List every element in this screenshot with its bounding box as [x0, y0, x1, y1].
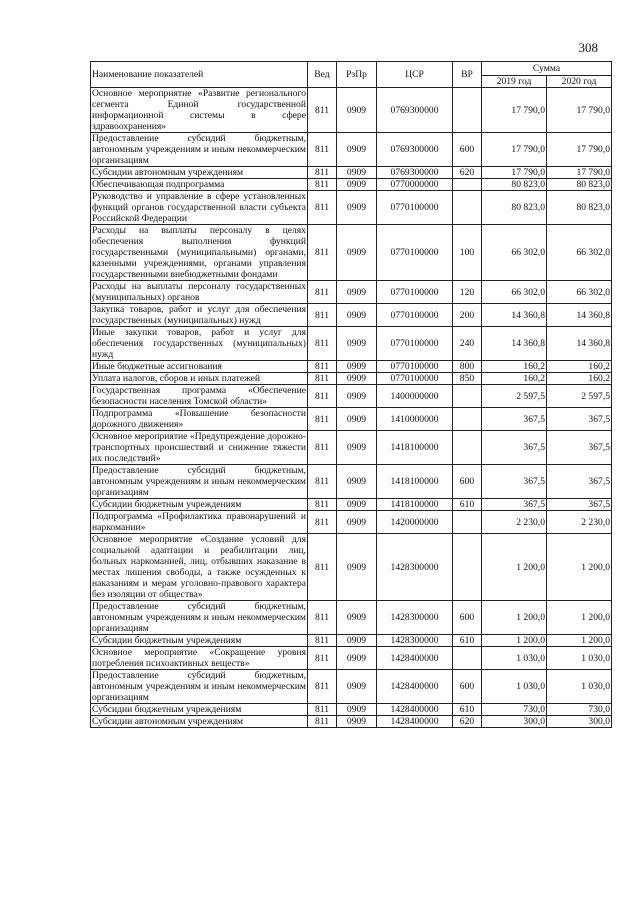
row-sum-2019: 367,5 [482, 408, 547, 431]
row-ved: 811 [308, 281, 337, 304]
row-ved: 811 [308, 373, 337, 385]
table-row [91, 465, 612, 499]
row-rzpr: 0909 [337, 385, 377, 408]
table-row [91, 281, 612, 304]
row-csr: 1428400000 [377, 647, 453, 670]
row-rzpr: 0909 [337, 534, 377, 601]
row-csr: 1428300000 [377, 534, 453, 601]
row-csr: 1428400000 [377, 704, 453, 716]
row-name: Субсидии автономным учреждениям [91, 716, 308, 728]
row-sum-2020: 2 230,0 [547, 511, 612, 534]
table-row [91, 431, 612, 465]
row-sum-2019: 66 302,0 [482, 281, 547, 304]
row-rzpr: 0909 [337, 133, 377, 167]
row-vr [453, 385, 482, 408]
row-name: Предоставление субсидий бюджетным, автономным учреждениям и иным некоммерческим организациям [92, 465, 306, 498]
row-name: Обеспечивающая подпрограмма [91, 179, 308, 191]
row-vr: 610 [453, 499, 482, 511]
row-name: Иные бюджетные ассигнования [91, 361, 308, 373]
budget-table [90, 61, 612, 728]
table-row [91, 167, 612, 179]
row-sum-2019: 367,5 [482, 431, 547, 465]
header-csr: ЦСР [377, 62, 453, 88]
row-csr: 0770100000 [377, 304, 453, 327]
row-ved: 811 [308, 225, 337, 281]
table-row [91, 327, 612, 361]
row-rzpr: 0909 [337, 191, 377, 225]
row-sum-2020: 160,2 [547, 361, 612, 373]
row-vr: 610 [453, 704, 482, 716]
row-sum-2019: 17 790,0 [482, 133, 547, 167]
row-sum-2020: 730,0 [547, 704, 612, 716]
row-sum-2019: 730,0 [482, 704, 547, 716]
row-csr: 1428400000 [377, 670, 453, 704]
row-sum-2020: 66 302,0 [547, 281, 612, 304]
row-vr [453, 534, 482, 601]
row-name: Расходы на выплаты персоналу государственных (муниципальных) органов [92, 281, 306, 303]
table-row [91, 511, 612, 534]
row-vr: 200 [453, 304, 482, 327]
row-sum-2020: 367,5 [547, 408, 612, 431]
table-body [91, 88, 612, 728]
row-sum-2019: 1 200,0 [482, 635, 547, 647]
row-csr: 0770100000 [377, 225, 453, 281]
row-name: Субсидии бюджетным учреждениям [91, 635, 308, 647]
table-row [91, 601, 612, 635]
row-name: Субсидии бюджетным учреждениям [91, 499, 308, 511]
row-sum-2019: 160,2 [482, 373, 547, 385]
table-row [91, 704, 612, 716]
header-name: Наименование показателей [91, 62, 308, 88]
row-sum-2020: 14 360,8 [547, 327, 612, 361]
header-row [91, 62, 612, 76]
row-sum-2019: 367,5 [482, 499, 547, 511]
table-row [91, 304, 612, 327]
row-name: Руководство и управление в сфере установленных функций органов государственной власти субъекта Российской Федерации [92, 191, 306, 224]
row-sum-2020: 367,5 [547, 499, 612, 511]
row-csr: 1420000000 [377, 511, 453, 534]
row-sum-2020: 367,5 [547, 431, 612, 465]
row-vr: 610 [453, 635, 482, 647]
row-name: Государственная программа «Обеспечение безопасности населения Томской области» [92, 385, 306, 407]
table-row [91, 191, 612, 225]
row-vr: 240 [453, 327, 482, 361]
row-sum-2019: 17 790,0 [482, 88, 547, 133]
row-sum-2019: 1 200,0 [482, 534, 547, 601]
row-vr [453, 179, 482, 191]
row-csr: 1428300000 [377, 635, 453, 647]
table-row [91, 373, 612, 385]
row-name: Основное мероприятие «Сокращение уровня потребления психоактивных веществ» [92, 647, 306, 669]
row-sum-2020: 2 597,5 [547, 385, 612, 408]
row-vr: 600 [453, 465, 482, 499]
row-sum-2019: 17 790,0 [482, 167, 547, 179]
header-rzpr: РзПр [337, 62, 377, 88]
row-rzpr: 0909 [337, 167, 377, 179]
row-sum-2020: 17 790,0 [547, 133, 612, 167]
row-csr: 0770100000 [377, 191, 453, 225]
row-vr: 600 [453, 670, 482, 704]
row-csr: 1418100000 [377, 431, 453, 465]
row-csr: 1428300000 [377, 601, 453, 635]
row-rzpr: 0909 [337, 635, 377, 647]
header-ved: Вед [308, 62, 337, 88]
row-rzpr: 0909 [337, 499, 377, 511]
row-rzpr: 0909 [337, 327, 377, 361]
row-vr: 600 [453, 133, 482, 167]
row-sum-2020: 1 030,0 [547, 647, 612, 670]
row-sum-2020: 17 790,0 [547, 167, 612, 179]
row-sum-2020: 367,5 [547, 465, 612, 499]
row-ved: 811 [308, 327, 337, 361]
row-csr: 1428400000 [377, 716, 453, 728]
row-rzpr: 0909 [337, 704, 377, 716]
row-vr: 800 [453, 361, 482, 373]
row-name: Предоставление субсидий бюджетным, автономным учреждениям и иным некоммерческим организациям [92, 133, 306, 166]
row-sum-2019: 14 360,8 [482, 327, 547, 361]
row-rzpr: 0909 [337, 431, 377, 465]
row-vr: 850 [453, 373, 482, 385]
row-sum-2019: 1 030,0 [482, 647, 547, 670]
row-vr: 100 [453, 225, 482, 281]
row-csr: 1418100000 [377, 499, 453, 511]
row-sum-2020: 80 823,0 [547, 191, 612, 225]
row-sum-2020: 300,0 [547, 716, 612, 728]
table-row [91, 534, 612, 601]
row-name: Субсидии бюджетным учреждениям [91, 704, 308, 716]
row-rzpr: 0909 [337, 601, 377, 635]
row-sum-2019: 80 823,0 [482, 179, 547, 191]
row-sum-2019: 300,0 [482, 716, 547, 728]
row-sum-2019: 80 823,0 [482, 191, 547, 225]
row-ved: 811 [308, 179, 337, 191]
row-rzpr: 0909 [337, 647, 377, 670]
header-2019: 2019 год [482, 76, 547, 88]
row-rzpr: 0909 [337, 373, 377, 385]
row-csr: 0769300000 [377, 133, 453, 167]
row-csr: 0770100000 [377, 281, 453, 304]
row-name: Основное мероприятие «Развитие регионального сегмента Единой государственной информационной системы в сфере здравоохранения» [92, 88, 306, 132]
row-vr [453, 88, 482, 133]
row-ved: 811 [308, 670, 337, 704]
row-ved: 811 [308, 88, 337, 133]
row-rzpr: 0909 [337, 408, 377, 431]
row-vr [453, 408, 482, 431]
row-rzpr: 0909 [337, 511, 377, 534]
row-sum-2019: 160,2 [482, 361, 547, 373]
row-rzpr: 0909 [337, 304, 377, 327]
header-vr: ВР [453, 62, 482, 88]
row-name: Основное мероприятие «Предупреждение дорожно-транспортных происшествий и снижение тяжести их последствий» [92, 431, 306, 464]
row-ved: 811 [308, 704, 337, 716]
row-ved: 811 [308, 133, 337, 167]
row-rzpr: 0909 [337, 716, 377, 728]
row-sum-2019: 14 360,8 [482, 304, 547, 327]
row-sum-2019: 1 200,0 [482, 601, 547, 635]
row-csr: 0770100000 [377, 327, 453, 361]
row-rzpr: 0909 [337, 179, 377, 191]
row-ved: 811 [308, 534, 337, 601]
row-ved: 811 [308, 635, 337, 647]
row-sum-2020: 160,2 [547, 373, 612, 385]
row-csr: 1400000000 [377, 385, 453, 408]
row-vr [453, 511, 482, 534]
row-csr: 0769300000 [377, 167, 453, 179]
row-vr: 120 [453, 281, 482, 304]
row-csr: 1410000000 [377, 408, 453, 431]
row-sum-2019: 1 030,0 [482, 670, 547, 704]
row-rzpr: 0909 [337, 670, 377, 704]
row-name: Уплата налогов, сборов и иных платежей [91, 373, 308, 385]
header-sum: Сумма [482, 62, 612, 76]
row-ved: 811 [308, 716, 337, 728]
row-ved: 811 [308, 431, 337, 465]
row-name: Подпрограмма «Профилактика правонарушений и наркомании» [92, 511, 306, 533]
row-csr: 1418100000 [377, 465, 453, 499]
table-row [91, 670, 612, 704]
row-csr: 0769300000 [377, 88, 453, 133]
row-ved: 811 [308, 511, 337, 534]
row-name: Иные закупки товаров, работ и услуг для обеспечения государственных (муниципальных) нужд [92, 327, 306, 360]
row-vr: 600 [453, 601, 482, 635]
row-name: Основное мероприятие «Создание условий для социальной адаптации и реабилитации лиц, больных наркоманией, лиц, отбывших наказание в местах лишения свободы, а также осужденных к наказаниям и мерам уголовно-правового характера без изоляции от общества» [92, 534, 306, 600]
row-ved: 811 [308, 499, 337, 511]
page-number: 308 [578, 40, 598, 55]
row-csr: 0770100000 [377, 361, 453, 373]
table-row [91, 385, 612, 408]
table-row [91, 133, 612, 167]
row-ved: 811 [308, 167, 337, 179]
row-ved: 811 [308, 647, 337, 670]
row-sum-2020: 80 823,0 [547, 179, 612, 191]
row-csr: 0770100000 [377, 373, 453, 385]
row-ved: 811 [308, 385, 337, 408]
row-rzpr: 0909 [337, 361, 377, 373]
table-row [91, 716, 612, 728]
row-sum-2020: 1 200,0 [547, 635, 612, 647]
row-ved: 811 [308, 361, 337, 373]
row-rzpr: 0909 [337, 281, 377, 304]
table-row [91, 88, 612, 133]
row-vr [453, 191, 482, 225]
row-vr: 620 [453, 716, 482, 728]
header-2020: 2020 год [547, 76, 612, 88]
row-ved: 811 [308, 465, 337, 499]
row-name: Закупка товаров, работ и услуг для обеспечения государственных (муниципальных) нужд [92, 304, 306, 326]
row-sum-2019: 367,5 [482, 465, 547, 499]
table-row [91, 179, 612, 191]
row-csr: 0770000000 [377, 179, 453, 191]
row-vr [453, 431, 482, 465]
row-rzpr: 0909 [337, 465, 377, 499]
row-sum-2020: 1 200,0 [547, 601, 612, 635]
row-name: Подпрограмма «Повышение безопасности дорожного движения» [92, 408, 306, 430]
row-ved: 811 [308, 408, 337, 431]
table-row [91, 635, 612, 647]
row-sum-2020: 1 200,0 [547, 534, 612, 601]
row-sum-2019: 2 230,0 [482, 511, 547, 534]
row-vr: 620 [453, 167, 482, 179]
table-row [91, 225, 612, 281]
row-ved: 811 [308, 304, 337, 327]
row-name: Субсидии автономным учреждениям [91, 167, 308, 179]
row-sum-2020: 1 030,0 [547, 670, 612, 704]
row-name: Предоставление субсидий бюджетным, автономным учреждениям и иным некоммерческим организациям [92, 601, 306, 634]
table-row [91, 408, 612, 431]
row-name: Расходы на выплаты персоналу в целях обеспечения выполнения функций государственными (муниципальными) органами, казенными учреждениями, органами управления государственными внебюджетными фондами [92, 225, 306, 280]
row-rzpr: 0909 [337, 225, 377, 281]
row-name: Предоставление субсидий бюджетным, автономным учреждениям и иным некоммерческим организациям [92, 670, 306, 703]
row-sum-2019: 66 302,0 [482, 225, 547, 281]
row-rzpr: 0909 [337, 88, 377, 133]
row-ved: 811 [308, 601, 337, 635]
row-sum-2019: 2 597,5 [482, 385, 547, 408]
row-sum-2020: 14 360,8 [547, 304, 612, 327]
table-row [91, 499, 612, 511]
row-sum-2020: 17 790,0 [547, 88, 612, 133]
row-vr [453, 647, 482, 670]
row-sum-2020: 66 302,0 [547, 225, 612, 281]
row-ved: 811 [308, 191, 337, 225]
table-row [91, 361, 612, 373]
table-row [91, 647, 612, 670]
